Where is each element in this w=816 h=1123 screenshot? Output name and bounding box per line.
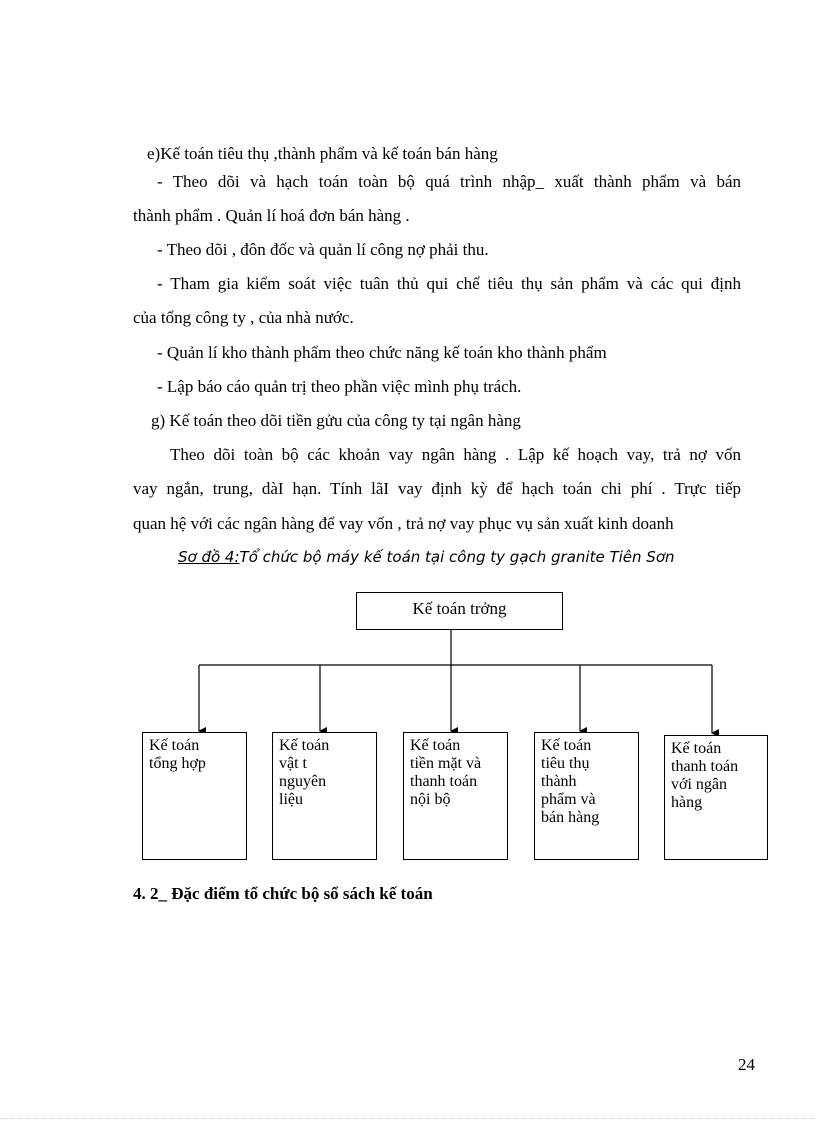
paragraph-finished-goods xyxy=(133,172,741,192)
caption-prefix: Sơ đồ 4: xyxy=(178,548,240,566)
box-line: Kế toán xyxy=(541,737,592,754)
text-line: - Tham gia kiểm soát việc tuân thủ qui chế tiêu thụ sản phẩm và các qui định xyxy=(157,274,741,293)
box-line: nội bộ xyxy=(410,791,451,808)
box-line: với ngân xyxy=(671,776,728,793)
box-line: phẩm và xyxy=(541,791,596,808)
box-line: thanh toán xyxy=(410,773,478,790)
box-line: tiền mặt và xyxy=(410,755,482,772)
general-accountant-box xyxy=(142,732,247,860)
text-line: của tổng công ty , của nhà nước. xyxy=(133,308,354,327)
box-line: tiêu thụ xyxy=(541,755,590,772)
bank-accountant-box xyxy=(664,735,768,860)
section-e-title: e)Kế toán tiêu thụ ,thành phẩm và kế toán bán hàng xyxy=(147,144,498,163)
box-line: Kế toán xyxy=(149,737,200,754)
text-line: - Theo dõi và hạch toán toàn bộ quá trình nhập_ xuất thành phẩm và bán xyxy=(157,172,741,191)
bullet-line: - Theo dõi , đôn đốc và quản lí công nợ phải thu. xyxy=(157,240,489,259)
sales-accountant-box xyxy=(534,732,639,860)
chief-accountant-box: Kế toán trởng xyxy=(356,592,563,630)
page-number: 24 xyxy=(738,1055,755,1074)
box-line: nguyên xyxy=(279,773,327,790)
page-edge-divider xyxy=(0,1118,816,1119)
box-line: tổng hợp xyxy=(149,755,206,772)
paragraph-control xyxy=(133,274,741,294)
box-line: Kế toán xyxy=(410,737,461,754)
section-g-title: g) Kế toán theo dõi tiền gửu của công ty tại ngân hàng xyxy=(151,411,521,430)
paragraph-bank xyxy=(133,445,741,499)
cash-accountant-box xyxy=(403,732,508,860)
box-line: hàng xyxy=(671,794,703,811)
caption-text: Tổ chức bộ máy kế toán tại công ty gạch granite Tiên Sơn xyxy=(239,548,675,566)
text-line: Theo dõi toàn bộ các khoản vay ngân hàng . Lập kế hoạch vay, trả nợ vốn xyxy=(170,445,741,464)
text-line: quan hệ với các ngân hàng để vay vốn , trả nợ vay phục vụ sản xuất kinh doanh xyxy=(133,514,674,533)
materials-accountant-box xyxy=(272,732,377,860)
box-line: thành xyxy=(541,773,577,790)
text-line: thành phẩm . Quản lí hoá đơn bán hàng . xyxy=(133,206,410,225)
bullet-line: - Quản lí kho thành phẩm theo chức năng kế toán kho thành phẩm xyxy=(157,343,607,362)
text-line: vay ngắn, trung, dàI hạn. Tính lãI vay định kỳ để hạch toán chi phí . Trực tiếp xyxy=(133,479,741,498)
box-line: Kế toán xyxy=(279,737,330,754)
section-heading: 4. 2_ Đặc điểm tổ chức bộ sổ sách kế toán xyxy=(133,884,433,903)
diagram-caption xyxy=(178,548,675,566)
box-line: vật t xyxy=(279,755,307,772)
bullet-line: - Lập báo cáo quản trị theo phần việc mình phụ trách. xyxy=(157,377,522,396)
box-line: Kế toán xyxy=(671,740,722,757)
box-line: bán hàng xyxy=(541,809,600,826)
box-line: liệu xyxy=(279,791,303,808)
box-line: thanh toán xyxy=(671,758,739,775)
